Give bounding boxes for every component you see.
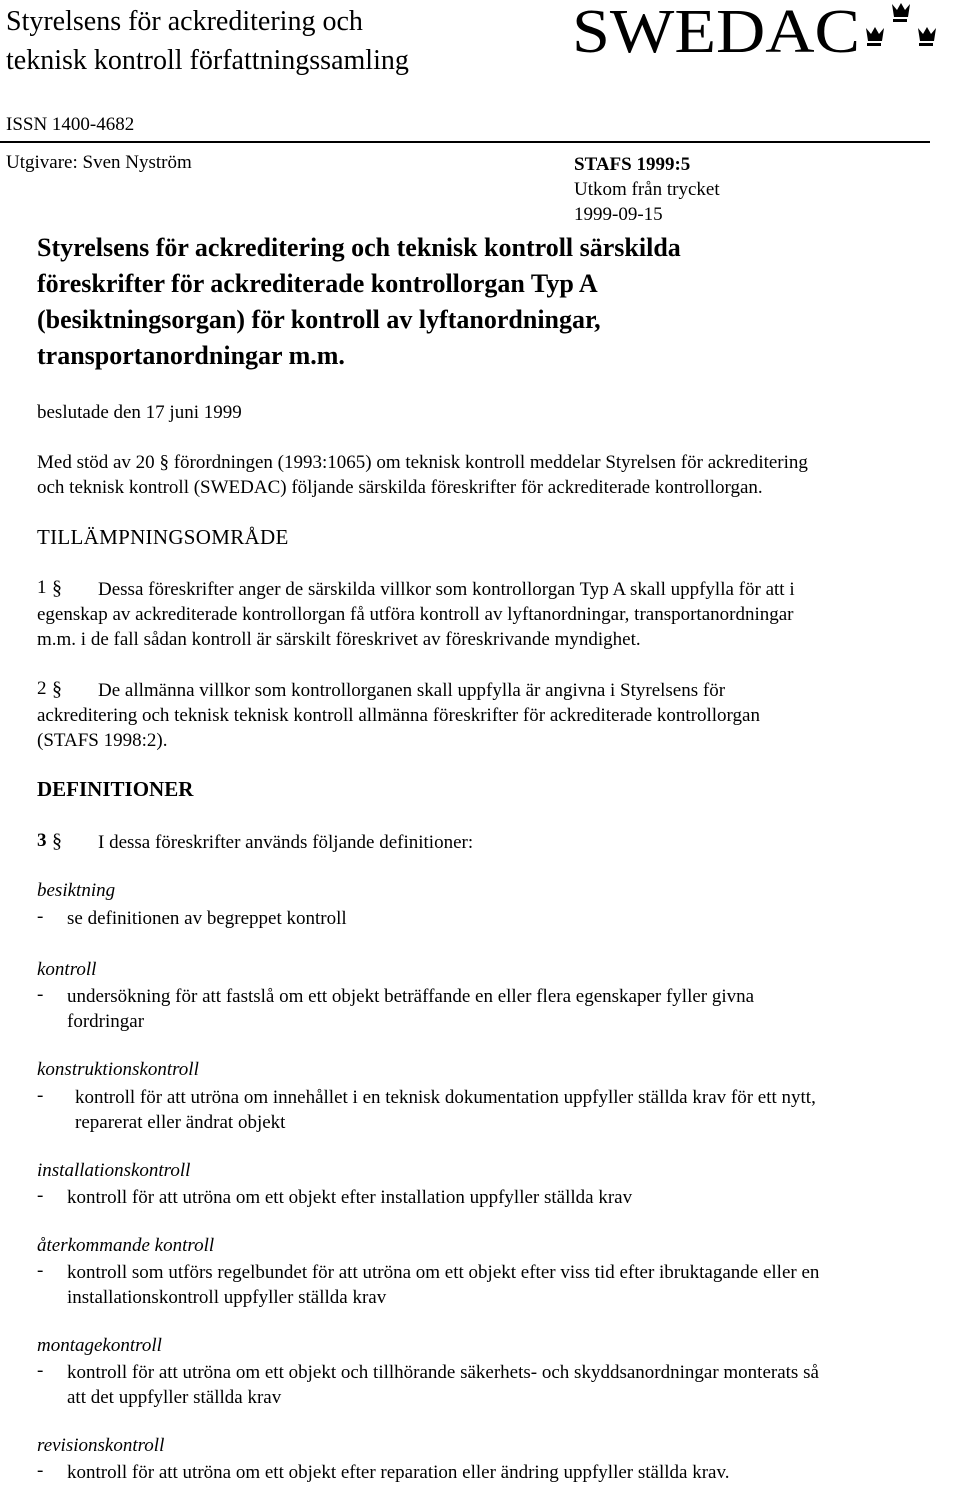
paragraph-number: 1 — [37, 577, 47, 598]
definition-text: kontroll för att utröna om innehållet i en teknisk dokumentation uppfyller ställda krav för ett nytt, — [75, 1087, 816, 1108]
issn: ISSN 1400-4682 — [6, 114, 135, 135]
paragraph-text: m.m. i de fall sådan kontroll är särskilt föreskrivet av föreskrivande myndighet. — [37, 629, 641, 650]
series-title-line: Styrelsens för ackreditering och — [6, 6, 363, 37]
intro-text: förordningen (1993:1065) om teknisk kontroll meddelar Styrelsen för ackreditering — [173, 452, 808, 473]
definition-text: kontroll för att utröna om ett objekt efter installation uppfyller ställda krav — [67, 1187, 633, 1208]
definition-term: kontroll — [37, 959, 97, 980]
title-line: transportanordningar m.m. — [37, 341, 345, 370]
definition-dash: - — [37, 1460, 44, 1481]
paragraph-text: ackreditering och teknisk teknisk kontroll allmänna föreskrifter för ackrediterade kontrollorgan — [37, 705, 760, 726]
definition-dash: - — [37, 906, 44, 927]
section-sign: § — [52, 577, 62, 599]
definition-text: kontroll som utförs regelbundet för att utröna om ett objekt efter viss tid efter ibruktagande eller en — [67, 1262, 820, 1283]
intro-line — [37, 450, 808, 475]
paragraph-text: De allmänna villkor som kontrollorganen skall uppfylla är angivna i Styrelsens för — [98, 680, 726, 701]
document-title — [37, 230, 681, 374]
definition-dash: - — [37, 1185, 44, 1206]
paragraph-text: I dessa föreskrifter används följande definitioner: — [98, 832, 474, 853]
published-date: 1999-09-15 — [574, 204, 663, 225]
definition-dash: - — [37, 1360, 44, 1381]
definition-term: besiktning — [37, 880, 116, 901]
definition-dash: - — [37, 1085, 44, 1106]
published-label: Utkom från trycket — [574, 179, 720, 200]
definition-text: att det uppfyller ställda krav — [67, 1387, 282, 1408]
swedac-logo — [572, 0, 960, 58]
paragraph-number: 3 — [37, 830, 47, 851]
header-divider — [0, 141, 930, 143]
paragraph-number: 2 — [37, 678, 47, 699]
title-line: (besiktningsorgan) för kontroll av lyftanordningar, — [37, 305, 601, 334]
intro-paragraph — [37, 450, 808, 500]
series-title-line: teknisk kontroll författningssamling — [6, 45, 409, 76]
definition-term: återkommande kontroll — [37, 1235, 215, 1256]
scope-heading: TILLÄMPNINGSOMRÅDE — [37, 525, 289, 549]
section-sign: § — [52, 678, 62, 700]
section-sign: § — [52, 830, 62, 852]
definition-term: revisionskontroll — [37, 1435, 165, 1456]
definition-text: fordringar — [67, 1011, 145, 1032]
definitions-heading: DEFINITIONER — [37, 777, 194, 801]
intro-line: och teknisk kontroll (SWEDAC) följande särskilda föreskrifter för ackrediterade kontrollorgan. — [37, 477, 763, 498]
title-line: föreskrifter för ackrediterade kontrollorgan Typ A — [37, 269, 598, 298]
paragraph-text: Dessa föreskrifter anger de särskilda villkor som kontrollorgan Typ A skall uppfylla för att i — [98, 579, 795, 600]
three-crowns-icon — [866, 3, 936, 46]
title-line: Styrelsens för ackreditering och teknisk kontroll särskilda — [37, 233, 681, 262]
publisher: Utgivare: Sven Nyström — [6, 152, 192, 173]
stafs-number: STAFS 1999:5 — [574, 154, 691, 175]
definition-dash: - — [37, 1260, 44, 1281]
intro-text: Med stöd av 20 — [37, 452, 155, 473]
definition-text: installationskontroll uppfyller ställda krav — [67, 1287, 387, 1308]
series-title — [6, 2, 409, 80]
definition-text: se definitionen av begreppet kontroll — [67, 908, 347, 929]
paragraph-text: egenskap av ackrediterade kontrollorgan få utföra kontroll av lyftanordningar, transportanordningar — [37, 604, 794, 625]
definition-text: reparerat eller ändrat objekt — [75, 1112, 286, 1133]
definition-term: installationskontroll — [37, 1160, 191, 1181]
definition-text: kontroll för att utröna om ett objekt och tillhörande säkerhets- och skyddsanordningar monterats så — [67, 1362, 819, 1383]
definition-dash: - — [37, 984, 44, 1005]
definition-text: undersökning för att fastslå om ett objekt beträffande en eller flera egenskaper fyller givna — [67, 986, 755, 1007]
definition-term: montagekontroll — [37, 1335, 162, 1356]
paragraph-text: (STAFS 1998:2). — [37, 730, 168, 751]
definition-term: konstruktionskontroll — [37, 1059, 199, 1080]
section-sign: § — [159, 452, 169, 473]
decision-date: beslutade den 17 juni 1999 — [37, 402, 242, 423]
definition-text: kontroll för att utröna om ett objekt efter reparation eller ändring uppfyller ställda krav. — [67, 1462, 730, 1483]
stafs-block — [574, 152, 720, 227]
logo-wordmark: SWEDAC — [572, 0, 860, 58]
